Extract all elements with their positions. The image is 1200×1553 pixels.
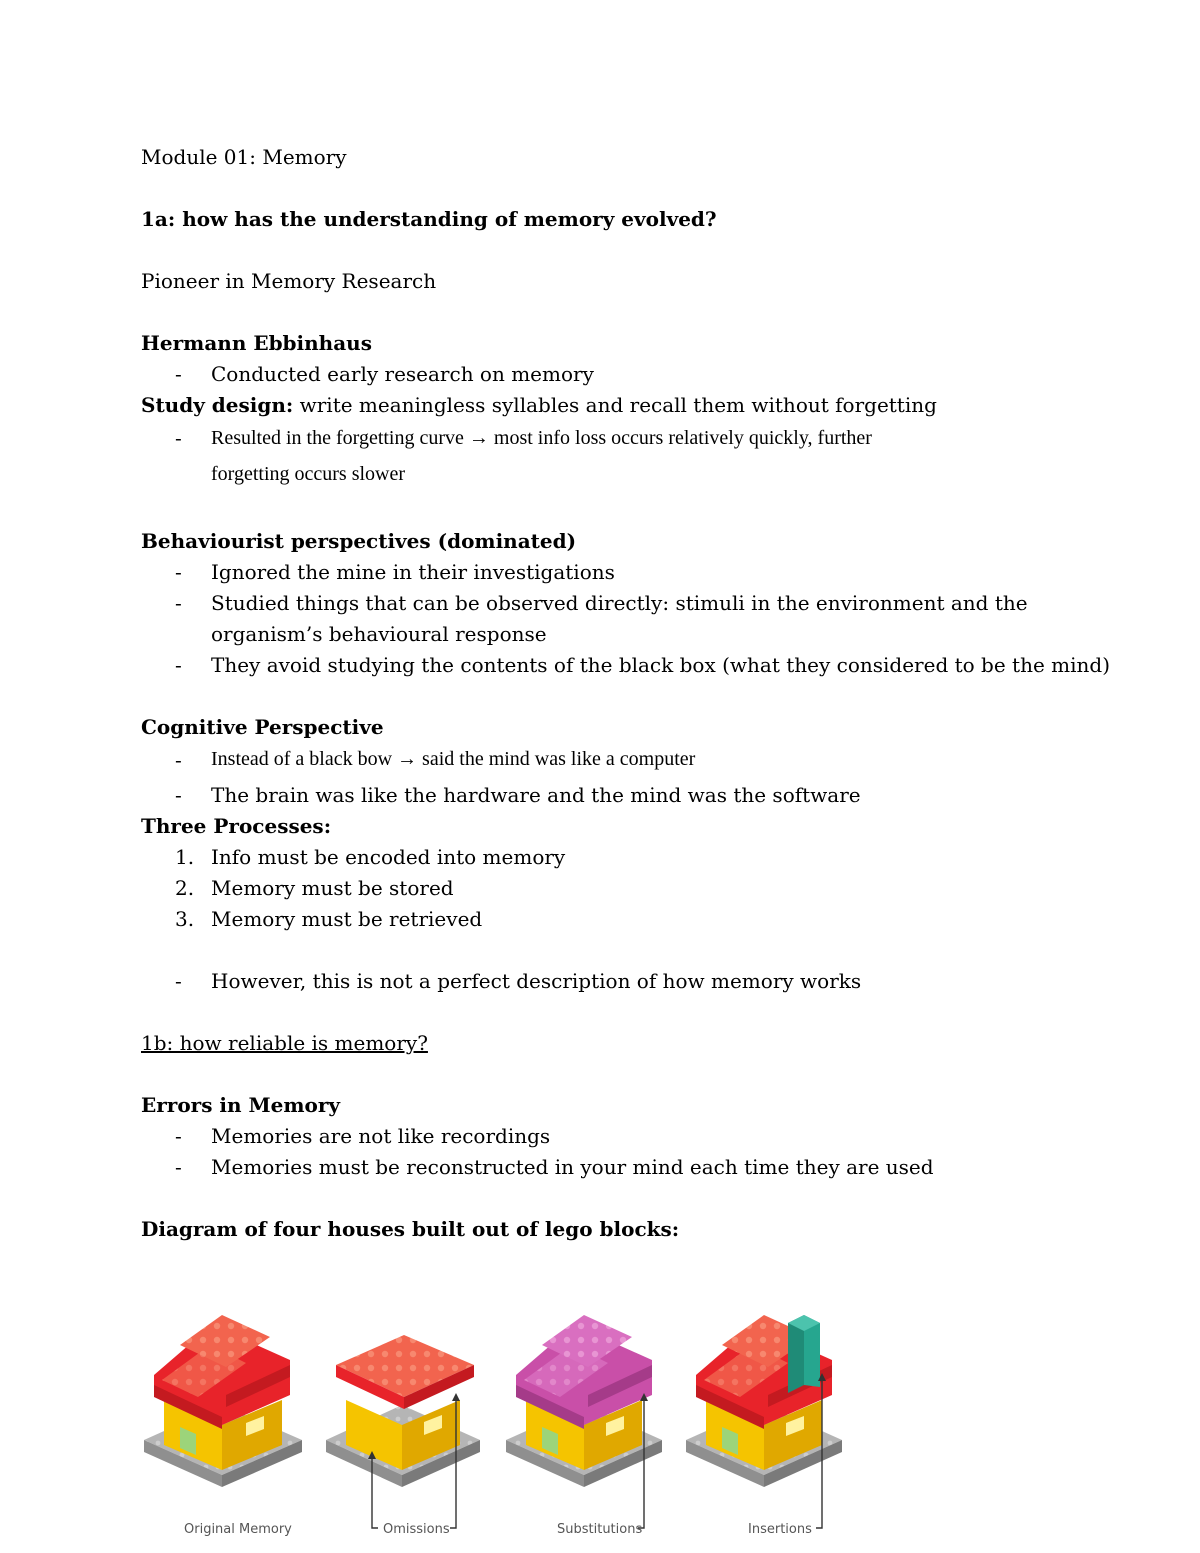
- errors-bullet-1: Memories are not like recordings: [211, 1124, 551, 1148]
- errors-bullet-2: Memories must be reconstructed in your mind each time they are used: [211, 1155, 934, 1179]
- cognitive-heading: Cognitive Perspective: [141, 715, 384, 739]
- study-design-text: write meaningless syllables and recall them without forgetting: [293, 393, 937, 417]
- module-title: Module 01: Memory: [141, 145, 347, 169]
- however-bullet: However, this is not a perfect description of how memory works: [211, 969, 862, 993]
- ebbinhaus-bullet: Conducted early research on memory: [211, 362, 594, 386]
- cognitive-bullet-1: Instead of a black bow → said the mind was like a computer: [211, 748, 696, 770]
- process-2: Memory must be stored: [211, 876, 454, 900]
- three-processes-heading: Three Processes:: [141, 814, 332, 838]
- house-insertions: [686, 1315, 842, 1487]
- process-number-3: 3.: [175, 907, 195, 931]
- bullet-dash: -: [175, 653, 182, 677]
- ebbinhaus-heading: Hermann Ebbinhaus: [141, 331, 372, 355]
- house-omissions: [326, 1335, 480, 1487]
- bullet-dash: -: [175, 426, 182, 450]
- section-1a-heading: 1a: how has the understanding of memory evolved?: [141, 207, 717, 231]
- bullet-dash: -: [175, 362, 182, 386]
- caption-insertions: Insertions: [748, 1522, 812, 1537]
- study-design-line: [141, 393, 937, 417]
- behaviourist-heading: Behaviourist perspectives (dominated): [141, 529, 577, 553]
- process-number-1: 1.: [175, 845, 195, 869]
- behaviourist-bullet-1: Ignored the mine in their investigations: [211, 560, 615, 584]
- errors-heading: Errors in Memory: [141, 1093, 341, 1117]
- bullet-dash: -: [175, 560, 182, 584]
- behaviourist-bullet-2-line-1: Studied things that can be observed directly: stimuli in the environment and the: [211, 591, 1028, 615]
- bullet-dash: -: [175, 969, 182, 993]
- cognitive-bullet-2: The brain was like the hardware and the mind was the software: [211, 783, 861, 807]
- diagram-heading: Diagram of four houses built out of lego blocks:: [141, 1217, 680, 1241]
- caption-original-memory: Original Memory: [184, 1522, 292, 1537]
- behaviourist-bullet-2-line-2: organism’s behavioural response: [211, 622, 547, 646]
- section-1b-heading: 1b: how reliable is memory?: [141, 1031, 428, 1055]
- study-design-label: Study design:: [141, 393, 294, 417]
- bullet-dash: -: [175, 1124, 182, 1148]
- process-number-2: 2.: [175, 876, 195, 900]
- pioneer-subheading: Pioneer in Memory Research: [141, 269, 437, 293]
- process-3: Memory must be retrieved: [211, 907, 483, 931]
- process-1: Info must be encoded into memory: [211, 845, 566, 869]
- bullet-dash: -: [175, 591, 182, 615]
- bullet-dash: -: [175, 783, 182, 807]
- bullet-dash: -: [175, 748, 182, 772]
- forgetting-curve-line-1: Resulted in the forgetting curve → most info loss occurs relatively quickly, further: [211, 427, 872, 449]
- lego-houses-diagram: [140, 1305, 880, 1550]
- house-original: [144, 1315, 302, 1487]
- house-substitutions: [506, 1315, 662, 1487]
- behaviourist-bullet-3: They avoid studying the contents of the black box (what they considered to be the mind): [211, 653, 1110, 677]
- forgetting-curve-line-2: forgetting occurs slower: [211, 463, 406, 485]
- caption-omissions: Omissions: [383, 1522, 450, 1537]
- caption-substitutions: Substitutions: [557, 1522, 643, 1537]
- bullet-dash: -: [175, 1155, 182, 1179]
